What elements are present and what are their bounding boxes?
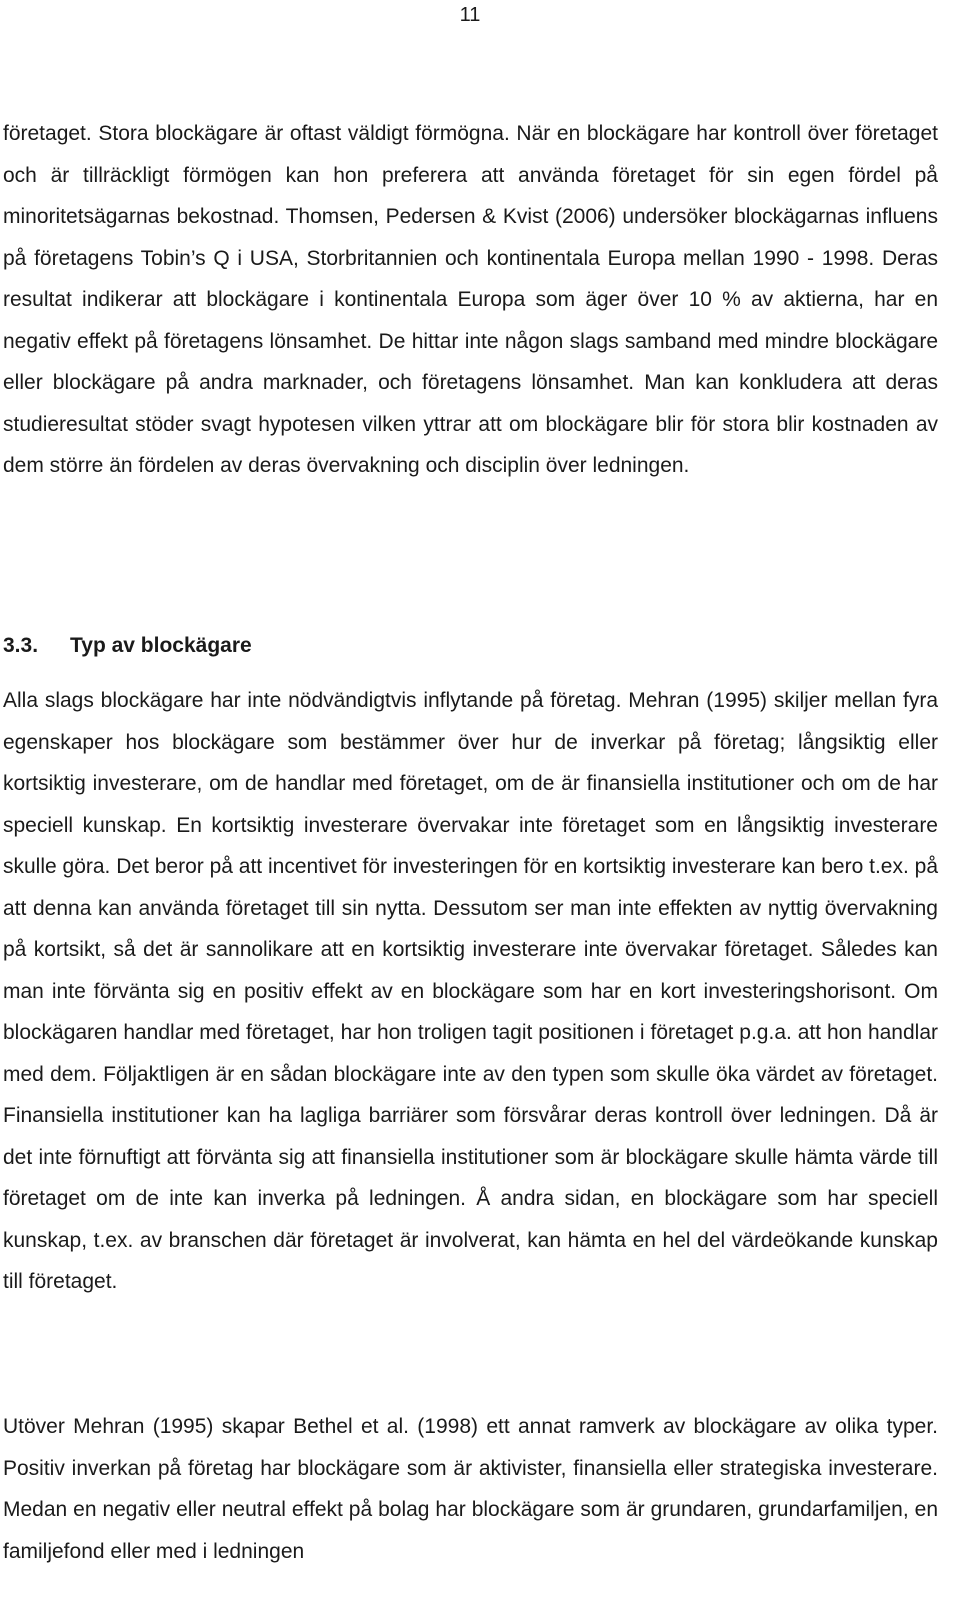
section-number: 3.3.	[3, 634, 39, 657]
section-heading	[3, 625, 252, 667]
paragraph-blockholder-wealth: företaget. Stora blockägare är oftast väldigt förmögna. När en blockägare har kontroll över företaget och är tillräckligt förmögen kan hon preferera att använda företaget för sin egen fördel på minoritetsägarnas bekostnad. Thomsen, Pedersen & Kvist (2006) undersöker blockägarnas influens på företagens Tobin’s Q i USA, Storbritannien och kontinentala Europa mellan 1990 - 1998. Deras resultat indikerar att blockägare i kontinentala Europa som äger över 10 % av aktierna, har en negativ effekt på företagens lönsamhet. De hittar inte någon slags samband med mindre blockägare eller blockägare på andra marknader, och företagens lönsamhet. Man kan konkludera att deras studieresultat stöder svagt hypotesen vilken yttrar att om blockägare blir för stora blir kostnaden av dem större än fördelen av deras övervakning och disciplin över ledningen.	[3, 122, 938, 477]
page-number: 11	[459, 4, 481, 26]
paragraph-bethel-framework: Utöver Mehran (1995) skapar Bethel et al. (1998) ett annat ramverk av blockägare av olika typer. Positiv inverkan på företag har blockägare som är aktivister, finansiella eller strategiska investerare. Medan en negativ eller neutral effekt på bolag har blockägare som är grundaren, grundarfamiljen, en familjefond eller med i ledningen	[3, 1415, 938, 1563]
paragraph-blockholder-types: Alla slags blockägare har inte nödvändigtvis inflytande på företag. Mehran (1995) skiljer mellan fyra egenskaper hos blockägare som bestämmer över hur de inverkar på företag; långsiktig eller kortsiktig investerare, om de handlar med företaget, om de är finansiella institutioner och om de har speciell kunskap. En kortsiktig investerare övervakar inte företaget som en långsiktig investerare skulle göra. Det beror på att incentivet för investeringen för en kortsiktig investerare kan bero t.ex. på att denna kan använda företaget till sin nytta. Dessutom ser man inte effekten av nyttig övervakning på kortsikt, så det är sannolikare att en kortsiktig investerare inte övervakar företaget. Således kan man inte förvänta sig en positiv effekt av en blockägare som har en kort investeringshorisont. Om blockägaren handlar med företaget, har hon troligen tagit positionen i företaget p.g.a. att hon handlar med dem. Följaktligen är en sådan blockägare inte av den typen som skulle öka värdet av företaget. Finansiella institutioner kan ha lagliga barriärer som försvårar deras kontroll över ledningen. Då är det inte förnuftigt att förvänta sig att finansiella institutioner som är blockägare skulle hämta värde till företaget om de inte kan inverka på ledningen. Å andra sidan, en blockägare som har speciell kunskap, t.ex. av branschen där företaget är involverat, kan hämta en hel del värdeökande kunskap till företaget.	[3, 689, 938, 1293]
section-title: Typ av blockägare	[70, 634, 252, 657]
